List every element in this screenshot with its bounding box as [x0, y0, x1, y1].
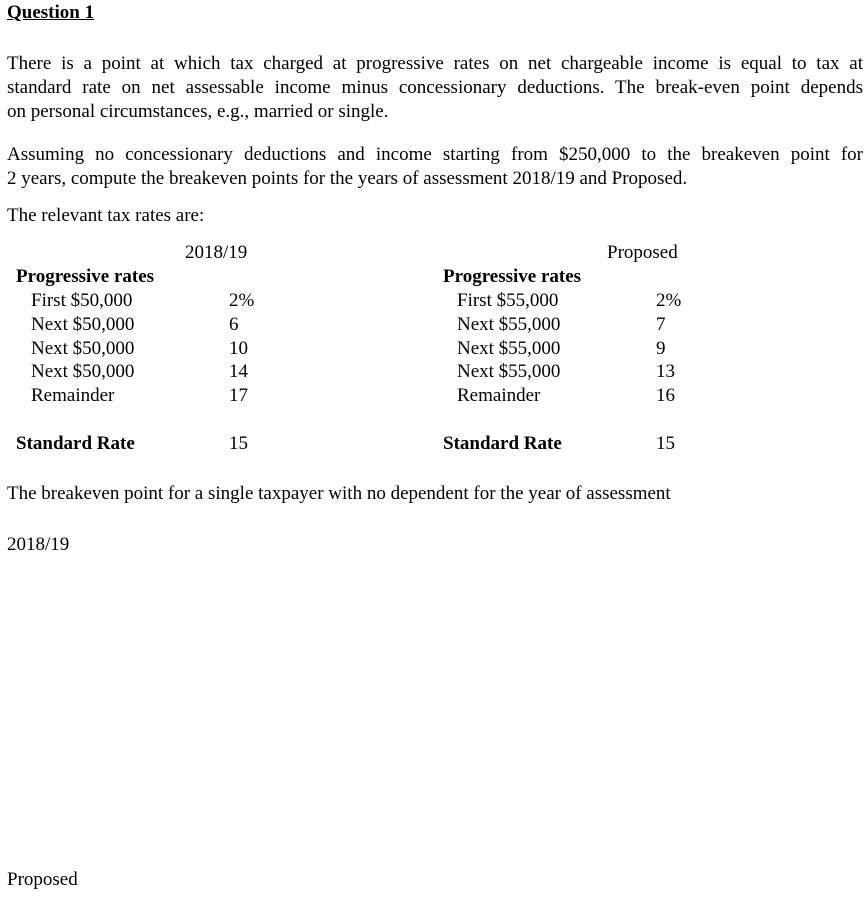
intro-paragraph	[7, 52, 863, 124]
progressive-rates-label: Progressive rates	[443, 266, 582, 287]
assumption-line-2: 2 years, compute the breakeven points for the years of assessment 2018/19 and Proposed.	[7, 168, 688, 189]
band-label: First $55,000	[457, 290, 559, 311]
standard-rate-label: Standard Rate	[16, 433, 135, 454]
standard-rate-value: 15	[229, 433, 248, 454]
band-rate: 2%	[656, 290, 682, 311]
question-title: Question 1	[7, 2, 95, 23]
year-header: Proposed	[607, 242, 678, 263]
band-rate: 9	[656, 338, 666, 359]
breakeven-prompt: The breakeven point for a single taxpayer with no dependent for the year of assessment	[7, 483, 671, 504]
band-rate: 17	[229, 385, 248, 406]
assumption-paragraph	[7, 143, 863, 191]
band-label: Next $55,000	[457, 314, 561, 335]
standard-rate-label: Standard Rate	[443, 433, 562, 454]
band-rate: 13	[656, 361, 675, 382]
band-rate: 2%	[229, 290, 255, 311]
answer-label-2018-19: 2018/19	[7, 534, 70, 555]
rates-intro: The relevant tax rates are:	[7, 205, 205, 226]
band-label: First $50,000	[31, 290, 133, 311]
band-rate: 14	[229, 361, 248, 382]
band-label: Next $50,000	[31, 338, 135, 359]
year-header: 2018/19	[185, 242, 248, 263]
band-label: Remainder	[31, 385, 115, 406]
progressive-rates-label: Progressive rates	[16, 266, 155, 287]
band-rate: 6	[229, 314, 239, 335]
intro-line-1: There is a point at which tax charged at progressive rates on net chargeable income is equal to tax at	[7, 53, 863, 74]
intro-line-3: on personal circumstances, e.g., married or single.	[7, 101, 389, 122]
band-label: Next $50,000	[31, 314, 135, 335]
band-label: Next $55,000	[457, 361, 561, 382]
intro-line-2: standard rate on net assessable income minus concessionary deductions. The break-even point depends	[7, 77, 863, 98]
band-rate: 7	[656, 314, 666, 335]
band-label: Next $50,000	[31, 361, 135, 382]
answer-label-proposed: Proposed	[7, 869, 78, 890]
band-rate: 10	[229, 338, 248, 359]
assumption-line-1: Assuming no concessionary deductions and income starting from $250,000 to the breakeven point for	[7, 144, 863, 165]
band-label: Next $55,000	[457, 338, 561, 359]
standard-rate-value: 15	[656, 433, 675, 454]
band-rate: 16	[656, 385, 675, 406]
band-label: Remainder	[457, 385, 541, 406]
